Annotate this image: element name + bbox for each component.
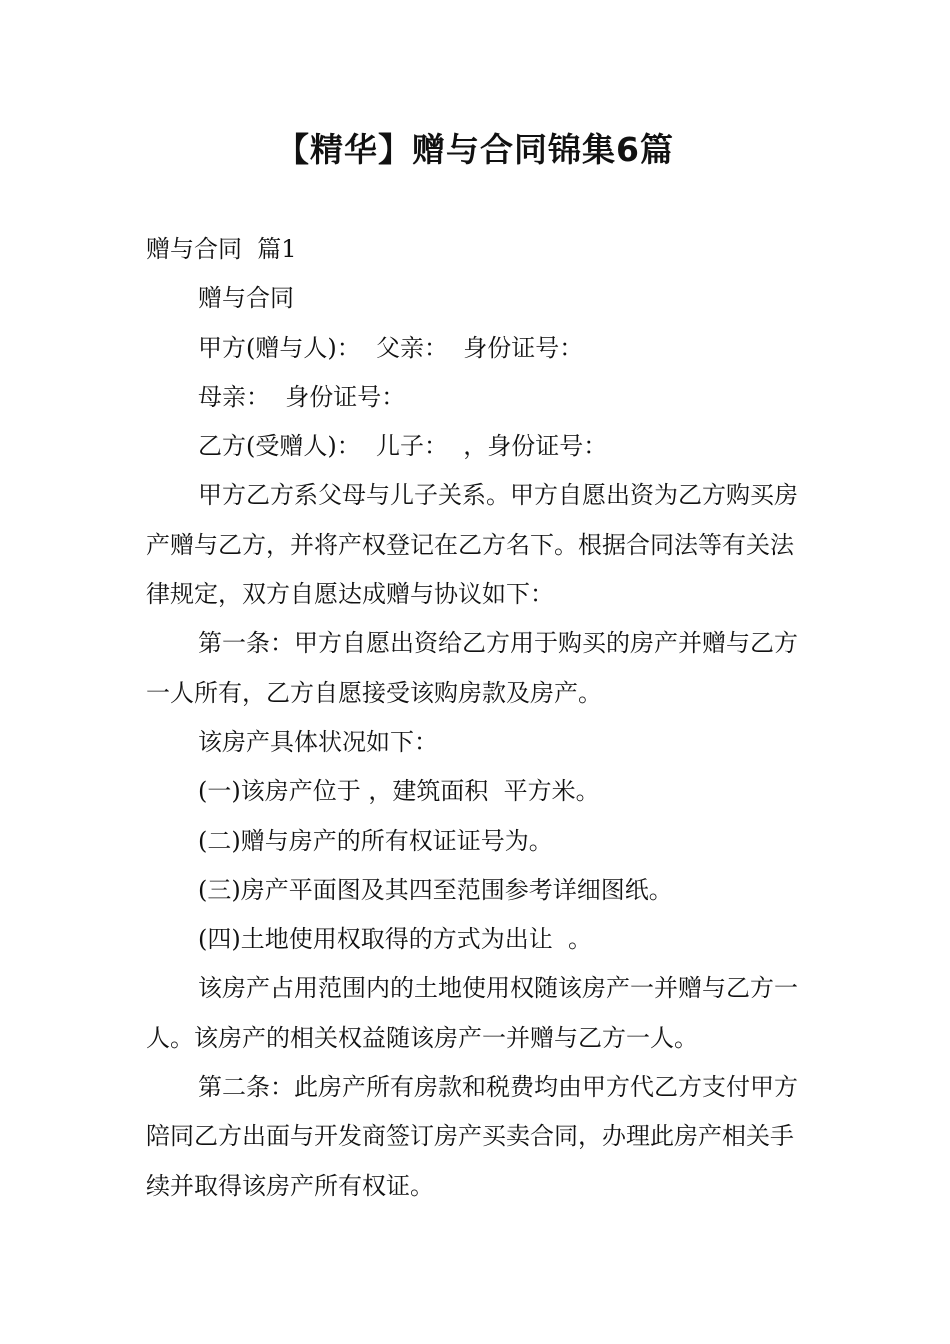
paragraph-relationship: 甲方乙方系父母与儿子关系。甲方自愿出资为乙方购买房产赠与乙方，并将产权登记在乙方名下。根据合同法等有关法律规定，双方自愿达成赠与协议如下： — [146, 481, 798, 609]
paragraph-land-rights: 该房产占用范围内的土地使用权随该房产一并赠与乙方一人。该房产的相关权益随该房产一并赠与乙方一人。 — [146, 974, 798, 1052]
paragraph-mother: 母亲： 身份证号： — [198, 382, 406, 411]
paragraph-contract-title: 赠与合同 — [198, 284, 294, 313]
paragraph-item-1: (一)该房产位于 ，建筑面积 平方米。 — [198, 777, 600, 806]
paragraph-item-4: (四)土地使用权取得的方式为出让 。 — [198, 925, 592, 954]
document-body — [146, 225, 806, 1211]
paragraph-item-2: (二)赠与房产的所有权证证号为。 — [198, 826, 553, 855]
paragraph-party-a: 甲方(赠与人)： 父亲： 身份证号： — [198, 333, 584, 362]
paragraph-article-1: 第一条：甲方自愿出资给乙方用于购买的房产并赠与乙方一人所有，乙方自愿接受该购房款及房产。 — [146, 629, 798, 707]
paragraph-property-status: 该房产具体状况如下： — [198, 727, 438, 756]
paragraph-party-b: 乙方(受赠人)： 儿子： ，身份证号： — [198, 432, 608, 461]
section-heading: 赠与合同 篇1 — [146, 235, 297, 263]
paragraph-article-2: 第二条：此房产所有房款和税费均由甲方代乙方支付甲方陪同乙方出面与开发商签订房产买卖合同，办理此房产相关手续并取得该房产所有权证。 — [146, 1073, 798, 1200]
document-title: 【精华】赠与合同锦集6篇 — [276, 130, 674, 169]
paragraph-item-3: (三)房产平面图及其四至范围参考详细图纸。 — [198, 875, 673, 904]
